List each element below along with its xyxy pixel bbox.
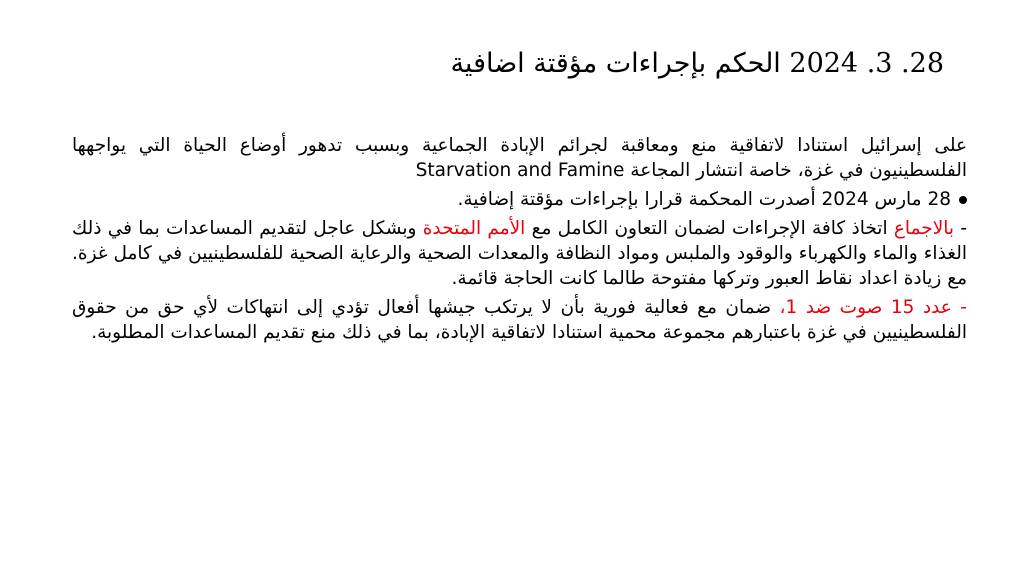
united-nations-label: الأمم المتحدة: [422, 218, 526, 239]
bullet-paragraph: [72, 187, 967, 212]
unanimous-text-start: اتخاذ كافة الإجراءات لضمان التعاون الكامل مع: [531, 218, 888, 239]
intro-paragraph: [72, 133, 967, 183]
dash-marker: -: [960, 218, 968, 239]
bullet-icon: [959, 196, 967, 204]
bullet-text: 28 مارس 2024 أصدرت المحكمة قرارا بإجراءات مؤقتة إضافية.: [457, 189, 951, 210]
vote-paragraph: [72, 295, 967, 345]
unanimous-text-rest: وبشكل عاجل لتقديم المساعدات بما في ذلك الغذاء والماء والكهرباء والوقود والملبس ومواد النظافة والمعدات الصحية والرعاية الصحية للفلسطينيين في كامل غزة. مع زيادة اعداد نقاط العبور وتركها مفتوحة طالما كانت الحاجة قائمة.: [72, 218, 967, 289]
intro-text: على إسرائيل استنادا لاتفاقية منع ومعاقبة لجرائم الإبادة الجماعية وبسبب تدهور أوضاع الحياة التي يواجهها الفلسطينيون في غزة، خاصة انتشار المجاعة: [72, 135, 967, 181]
unanimous-paragraph: [72, 216, 967, 291]
vote-text: ضمان مع فعالية فورية بأن لا يرتكب جيشها أفعال تؤدي إلى انتهاكات لأي حق من حقوق الفلسطينيين في غزة باعتبارهم مجموعة محمية استنادا لاتفاقية الإبادة، بما في ذلك منع تقديم المساعدات المطلوبة.: [72, 297, 967, 343]
vote-count-label: - عدد 15 صوت ضد 1،: [779, 297, 967, 318]
unanimous-label: بالاجماع: [893, 218, 955, 239]
slide-title: 28. 3. 2024 الحكم بإجراءات مؤقتة اضافية: [450, 48, 944, 79]
slide-body: [72, 133, 967, 349]
intro-english-term: Starvation and Famine: [415, 160, 625, 181]
